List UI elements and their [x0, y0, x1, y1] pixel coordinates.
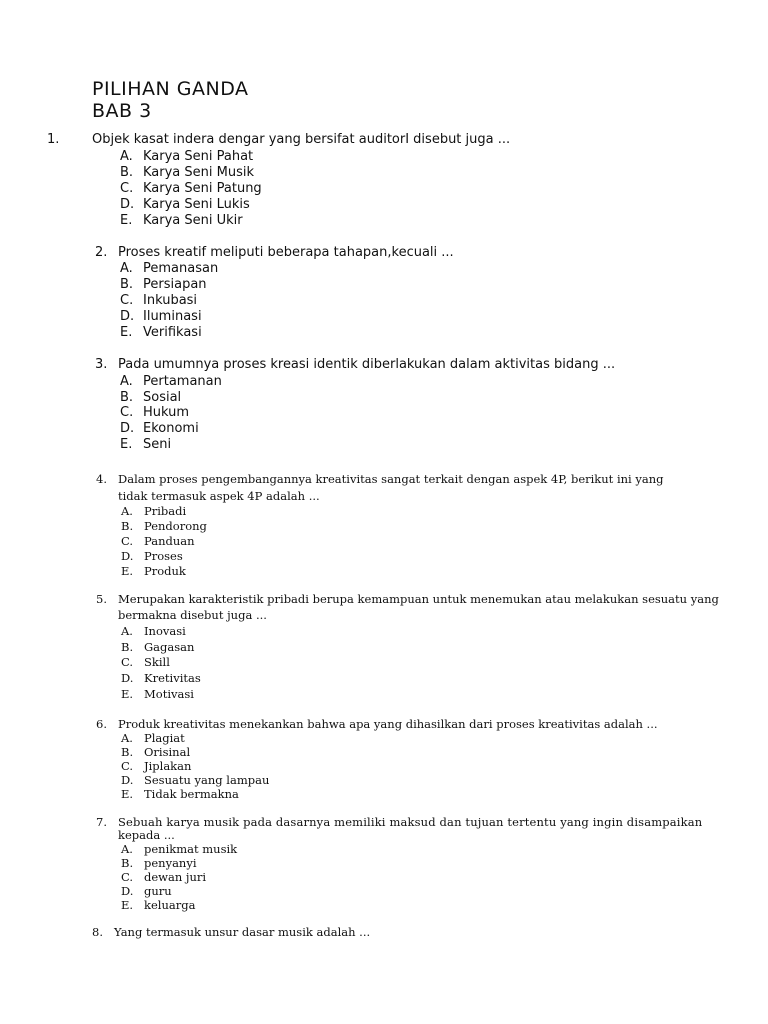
option-text: Tidak bermakna [144, 787, 239, 801]
question-number: 4. [96, 472, 107, 486]
option-text: Inkubasi [143, 293, 198, 308]
option-text: Karya Seni Musik [143, 165, 255, 180]
option-text: Gagasan [144, 640, 195, 654]
option-text: guru [144, 884, 172, 898]
question-text: Objek kasat indera dengar yang bersifat auditorI disebut juga ... [92, 132, 511, 147]
option-letter: D. [120, 197, 135, 212]
question-text-line-1: Dalam proses pengembangannya kreativitas sangat terkait dengan aspek 4P, berikut ini yang [118, 472, 664, 486]
option-letter: A. [121, 624, 133, 638]
option-letter: C. [120, 293, 134, 308]
option-letter: C. [121, 655, 134, 669]
option-letter: B. [121, 856, 134, 870]
option-text: Karya Seni Ukir [143, 213, 243, 228]
question-number: 2. [95, 245, 108, 260]
option-text: penikmat musik [144, 842, 238, 856]
option-letter: A. [121, 731, 133, 745]
option-text: Pribadi [144, 504, 187, 518]
option-text: Jiplakan [144, 759, 192, 773]
option-letter: B. [121, 745, 134, 759]
option-letter: E. [121, 898, 134, 912]
option-letter: D. [120, 309, 135, 324]
question-number: 8. [92, 925, 103, 939]
option-letter: A. [120, 149, 133, 164]
option-letter: A. [121, 842, 133, 856]
option-letter: E. [121, 787, 134, 801]
option-text: Skill [144, 655, 170, 669]
option-text: Motivasi [144, 687, 194, 701]
option-text: Seni [143, 437, 172, 452]
option-text: Verifikasi [143, 325, 202, 340]
option-letter: E. [120, 437, 133, 452]
question-text-line-1: Merupakan karakteristik pribadi berupa kemampuan untuk menemukan atau melakukan sesuatu yang [118, 592, 719, 606]
option-letter: D. [121, 884, 134, 898]
option-text: Karya Seni Patung [143, 181, 262, 196]
option-text: keluarga [144, 898, 196, 912]
option-text: Panduan [144, 534, 195, 548]
option-text: Pertamanan [143, 374, 222, 389]
option-letter: D. [121, 671, 134, 685]
option-text: Kretivitas [144, 671, 201, 685]
option-letter: E. [120, 213, 133, 228]
option-letter: E. [121, 687, 134, 701]
option-letter: A. [121, 504, 133, 518]
option-letter: A. [120, 374, 133, 389]
option-text: Proses [144, 549, 183, 563]
question-number: 5. [96, 592, 107, 606]
option-letter: B. [120, 390, 134, 405]
option-letter: D. [121, 549, 134, 563]
option-text: Hukum [143, 405, 190, 420]
question-text: Pada umumnya proses kreasi identik diberlakukan dalam aktivitas bidang ... [118, 357, 616, 372]
option-letter: D. [121, 773, 134, 787]
question-number: 7. [96, 815, 107, 829]
option-letter: C. [121, 534, 134, 548]
option-letter: A. [120, 261, 133, 276]
option-letter: B. [120, 277, 134, 292]
option-text: Sosial [143, 390, 182, 405]
option-text: Orisinal [144, 745, 191, 759]
option-letter: B. [121, 640, 134, 654]
option-letter: C. [120, 181, 134, 196]
option-letter: B. [121, 519, 134, 533]
option-letter: E. [120, 325, 133, 340]
option-text: Sesuatu yang lampau [144, 773, 270, 787]
question-text: Proses kreatif meliputi beberapa tahapan,kecuali ... [118, 245, 454, 260]
question-number: 1. [47, 132, 60, 147]
option-text: penyanyi [144, 856, 197, 870]
option-text: Pendorong [144, 519, 207, 533]
question-number: 3. [95, 357, 108, 372]
option-text: Plagiat [144, 731, 185, 745]
option-letter: B. [120, 165, 134, 180]
chapter-title: BAB 3 [92, 100, 152, 122]
option-text: Ekonomi [143, 421, 199, 436]
question-text: Yang termasuk unsur dasar musik adalah ... [114, 925, 371, 939]
option-letter: E. [121, 564, 134, 578]
option-text: Pemanasan [143, 261, 219, 276]
option-text: Iluminasi [143, 309, 202, 324]
option-text: Inovasi [144, 624, 186, 638]
question-text: Produk kreativitas menekankan bahwa apa yang dihasilkan dari proses kreativitas adalah ... [118, 717, 658, 731]
option-text: Produk [144, 564, 186, 578]
option-text: Karya Seni Lukis [143, 197, 250, 212]
option-letter: D. [120, 421, 135, 436]
option-letter: C. [121, 759, 134, 773]
option-text: Karya Seni Pahat [143, 149, 254, 164]
option-text: dewan juri [144, 870, 207, 884]
question-text-line-1: Sebuah karya musik pada dasarnya memiliki maksud dan tujuan tertentu yang ingin disampaikan [118, 815, 703, 829]
option-letter: C. [120, 405, 134, 420]
question-text-line-2: tidak termasuk aspek 4P adalah ... [118, 489, 320, 503]
question-text-line-2: bermakna disebut juga ... [118, 608, 267, 622]
document-title: PILIHAN GANDA [92, 78, 249, 100]
question-text-line-2: kepada ... [118, 828, 175, 842]
question-number: 6. [96, 717, 107, 731]
option-text: Persiapan [143, 277, 207, 292]
option-letter: C. [121, 870, 134, 884]
